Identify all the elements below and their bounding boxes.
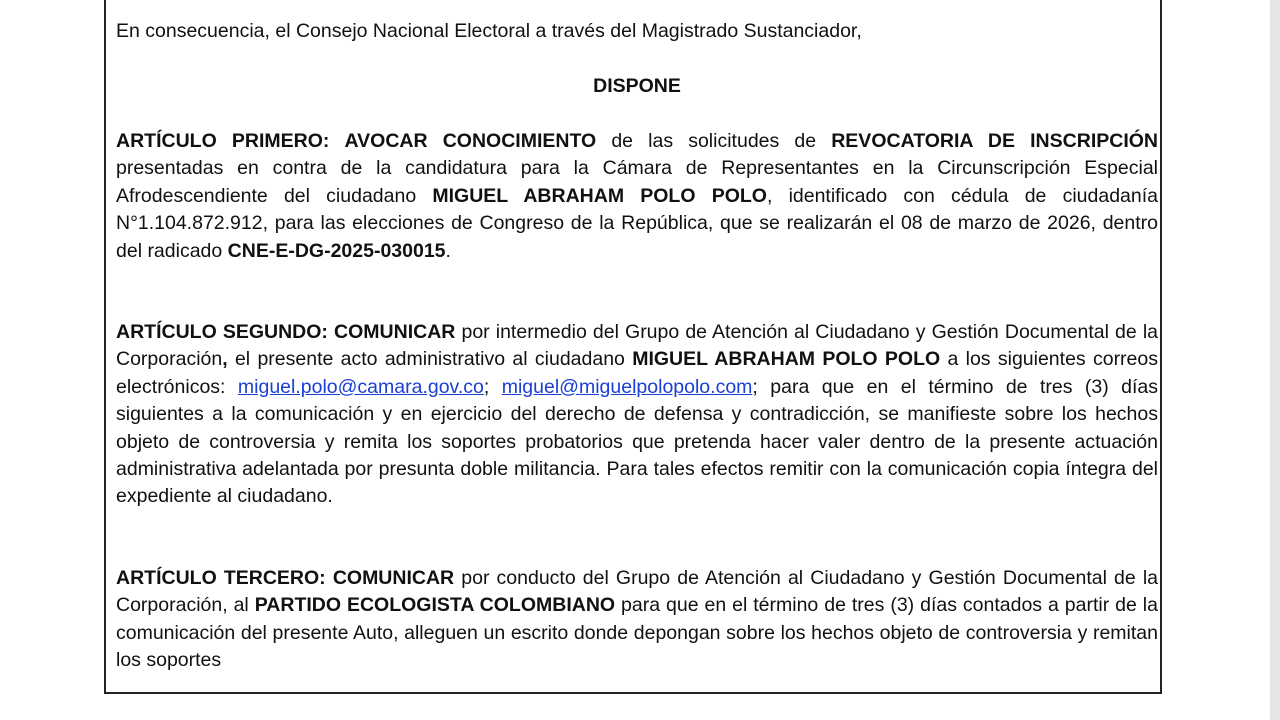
intro-paragraph: En consecuencia, el Consejo Nacional Electoral a través del Magistrado Sustanciador, <box>116 20 862 42</box>
article-primero <box>116 128 1158 265</box>
article-action: COMUNICAR <box>332 567 455 589</box>
article-text: . <box>445 239 451 262</box>
case-number: CNE-E-DG-2025-030015 <box>227 239 446 262</box>
article-tercero <box>116 565 1158 675</box>
article-text: , identificado con cédula de ciudadanía N°1.104.872.912, para las elecciones de Congreso de la República, que se realizarán el 08 de marzo de 2026, dentro del radicado <box>116 184 1158 262</box>
vertical-scrollbar[interactable] <box>1270 0 1280 720</box>
article-text: ; <box>483 375 490 398</box>
article-text: por intermedio del Grupo de Atención al Ciudadano y Gestión Documental de la Corporación <box>116 321 1158 371</box>
document-page <box>104 0 1162 694</box>
article-text: a los siguientes correos electrónicos: <box>116 348 1158 398</box>
email-link-camara[interactable]: miguel.polo@camara.gov.co <box>237 375 484 398</box>
article-action: COMUNICAR <box>334 321 456 343</box>
article-text: para que en el término de tres (3) días contados a partir de la comunicación del presente Auto, alleguen un escrito donde depongan sobre los hechos objeto de controversia y remitan los soportes <box>116 594 1158 672</box>
article-text: ; para que en el término de tres (3) días siguientes a la comunicación y en ejercicio del derecho de defensa y contradicción, se manifieste sobre los hechos objeto de controversia y remita los soportes probatorios que pretenda hacer valer dentro de la presente actuación administrativa adelantada por presunta doble militancia. Para tales efectos remitir con la comunicación copia íntegra del expediente al ciudadano. <box>116 375 1159 508</box>
article-label: ARTÍCULO TERCERO: <box>116 567 326 589</box>
article-emphasis: , <box>222 348 228 371</box>
article-segundo <box>116 319 1158 511</box>
article-action: AVOCAR CONOCIMIENTO <box>344 130 597 152</box>
article-text: presentadas en contra de la candidatura para la Cámara de Representantes en la Circunscripción Especial Afrodescendiente del ciudadano <box>116 157 1158 207</box>
email-link-personal[interactable]: miguel@miguelpolopolo.com <box>501 375 753 398</box>
party-name: PARTIDO ECOLOGISTA COLOMBIANO <box>254 594 616 617</box>
citizen-name: MIGUEL ABRAHAM POLO POLO <box>432 184 767 207</box>
article-text: el presente acto administrativo al ciudadano <box>227 348 633 371</box>
article-text: por conducto del Grupo de Atención al Ciudadano y Gestión Documental de la Corporación, al <box>116 567 1158 617</box>
article-text: de las solicitudes de <box>596 130 832 152</box>
section-heading: DISPONE <box>593 75 681 97</box>
article-emphasis: REVOCATORIA DE INSCRIPCIÓN <box>831 130 1158 152</box>
citizen-name: MIGUEL ABRAHAM POLO POLO <box>632 348 941 371</box>
article-label: ARTÍCULO SEGUNDO: <box>116 321 328 343</box>
article-label: ARTÍCULO PRIMERO: <box>116 130 330 152</box>
